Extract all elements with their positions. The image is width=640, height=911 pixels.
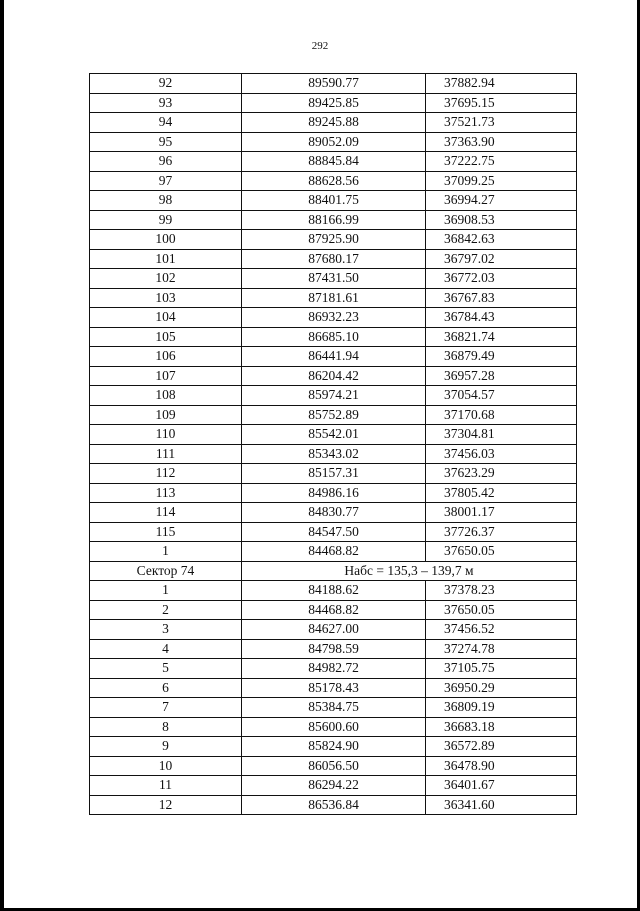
sector-header-row [90, 561, 577, 581]
point-number: 115 [90, 522, 242, 542]
table-row [90, 113, 577, 133]
y-coordinate: 37363.90 [426, 132, 577, 152]
x-coordinate: 87431.50 [242, 269, 426, 289]
point-number: 100 [90, 230, 242, 250]
point-number: 9 [90, 737, 242, 757]
table-row [90, 444, 577, 464]
table-row [90, 581, 577, 601]
x-coordinate: 89245.88 [242, 113, 426, 133]
y-coordinate: 37650.05 [426, 542, 577, 562]
x-coordinate: 84830.77 [242, 503, 426, 523]
table-row [90, 483, 577, 503]
x-coordinate: 87925.90 [242, 230, 426, 250]
x-coordinate: 87680.17 [242, 249, 426, 269]
y-coordinate: 36809.19 [426, 698, 577, 718]
y-coordinate: 37726.37 [426, 522, 577, 542]
table-row [90, 386, 577, 406]
point-number: 111 [90, 444, 242, 464]
point-number: 5 [90, 659, 242, 679]
y-coordinate: 36879.49 [426, 347, 577, 367]
y-coordinate: 37456.52 [426, 620, 577, 640]
table-row [90, 132, 577, 152]
y-coordinate: 36821.74 [426, 327, 577, 347]
coordinates-table [89, 73, 577, 815]
table-row [90, 737, 577, 757]
point-number: 105 [90, 327, 242, 347]
x-coordinate: 84982.72 [242, 659, 426, 679]
y-coordinate: 37304.81 [426, 425, 577, 445]
point-number: 97 [90, 171, 242, 191]
x-coordinate: 84798.59 [242, 639, 426, 659]
point-number: 113 [90, 483, 242, 503]
x-coordinate: 86204.42 [242, 366, 426, 386]
point-number: 93 [90, 93, 242, 113]
y-coordinate: 36683.18 [426, 717, 577, 737]
y-coordinate: 36797.02 [426, 249, 577, 269]
x-coordinate: 86536.84 [242, 795, 426, 815]
point-number: 92 [90, 74, 242, 94]
y-coordinate: 37521.73 [426, 113, 577, 133]
point-number: 7 [90, 698, 242, 718]
x-coordinate: 88845.84 [242, 152, 426, 172]
sector-label: Сектор 74 [90, 561, 242, 581]
point-number: 2 [90, 600, 242, 620]
table-row [90, 249, 577, 269]
point-number: 112 [90, 464, 242, 484]
table-row [90, 522, 577, 542]
x-coordinate: 86932.23 [242, 308, 426, 328]
point-number: 114 [90, 503, 242, 523]
y-coordinate: 36478.90 [426, 756, 577, 776]
x-coordinate: 85974.21 [242, 386, 426, 406]
table-row [90, 756, 577, 776]
table-row [90, 230, 577, 250]
y-coordinate: 38001.17 [426, 503, 577, 523]
y-coordinate: 37456.03 [426, 444, 577, 464]
y-coordinate: 37222.75 [426, 152, 577, 172]
x-coordinate: 88401.75 [242, 191, 426, 211]
y-coordinate: 36572.89 [426, 737, 577, 757]
x-coordinate: 86056.50 [242, 756, 426, 776]
y-coordinate: 36767.83 [426, 288, 577, 308]
y-coordinate: 36772.03 [426, 269, 577, 289]
table-row [90, 327, 577, 347]
table-row [90, 698, 577, 718]
x-coordinate: 89590.77 [242, 74, 426, 94]
point-number: 12 [90, 795, 242, 815]
y-coordinate: 37650.05 [426, 600, 577, 620]
coordinates-rows-part2 [90, 581, 577, 815]
y-coordinate: 37054.57 [426, 386, 577, 406]
table-row [90, 600, 577, 620]
table-row [90, 503, 577, 523]
y-coordinate: 36994.27 [426, 191, 577, 211]
table-row [90, 717, 577, 737]
y-coordinate: 36784.43 [426, 308, 577, 328]
point-number: 106 [90, 347, 242, 367]
point-number: 94 [90, 113, 242, 133]
point-number: 4 [90, 639, 242, 659]
x-coordinate: 85384.75 [242, 698, 426, 718]
table-row [90, 93, 577, 113]
x-coordinate: 85752.89 [242, 405, 426, 425]
point-number: 109 [90, 405, 242, 425]
x-coordinate: 85600.60 [242, 717, 426, 737]
table-row [90, 74, 577, 94]
y-coordinate: 37170.68 [426, 405, 577, 425]
table-row [90, 152, 577, 172]
x-coordinate: 88166.99 [242, 210, 426, 230]
y-coordinate: 36950.29 [426, 678, 577, 698]
point-number: 11 [90, 776, 242, 796]
table-row [90, 795, 577, 815]
x-coordinate: 84986.16 [242, 483, 426, 503]
x-coordinate: 85343.02 [242, 444, 426, 464]
x-coordinate: 84188.62 [242, 581, 426, 601]
x-coordinate: 84468.82 [242, 542, 426, 562]
y-coordinate: 36341.60 [426, 795, 577, 815]
y-coordinate: 37805.42 [426, 483, 577, 503]
x-coordinate: 86441.94 [242, 347, 426, 367]
scan-border-left [0, 0, 4, 911]
point-number: 101 [90, 249, 242, 269]
x-coordinate: 84547.50 [242, 522, 426, 542]
table-row [90, 425, 577, 445]
y-coordinate: 37695.15 [426, 93, 577, 113]
sector-height-range: Набс = 135,3 – 139,7 м [242, 561, 577, 581]
coordinates-rows-part1 [90, 74, 577, 562]
table-row [90, 347, 577, 367]
table-row [90, 210, 577, 230]
y-coordinate: 37882.94 [426, 74, 577, 94]
y-coordinate: 36401.67 [426, 776, 577, 796]
y-coordinate: 37378.23 [426, 581, 577, 601]
x-coordinate: 85157.31 [242, 464, 426, 484]
table-row [90, 542, 577, 562]
x-coordinate: 84468.82 [242, 600, 426, 620]
table-row [90, 659, 577, 679]
table-row [90, 405, 577, 425]
point-number: 8 [90, 717, 242, 737]
point-number: 98 [90, 191, 242, 211]
point-number: 1 [90, 581, 242, 601]
x-coordinate: 89052.09 [242, 132, 426, 152]
x-coordinate: 87181.61 [242, 288, 426, 308]
point-number: 96 [90, 152, 242, 172]
table-row [90, 620, 577, 640]
point-number: 108 [90, 386, 242, 406]
point-number: 102 [90, 269, 242, 289]
y-coordinate: 37623.29 [426, 464, 577, 484]
x-coordinate: 89425.85 [242, 93, 426, 113]
x-coordinate: 86294.22 [242, 776, 426, 796]
point-number: 110 [90, 425, 242, 445]
x-coordinate: 86685.10 [242, 327, 426, 347]
point-number: 10 [90, 756, 242, 776]
table-row [90, 639, 577, 659]
table-row [90, 308, 577, 328]
point-number: 99 [90, 210, 242, 230]
point-number: 104 [90, 308, 242, 328]
table-row [90, 464, 577, 484]
y-coordinate: 37105.75 [426, 659, 577, 679]
point-number: 103 [90, 288, 242, 308]
y-coordinate: 36908.53 [426, 210, 577, 230]
x-coordinate: 85824.90 [242, 737, 426, 757]
y-coordinate: 37099.25 [426, 171, 577, 191]
table-row [90, 288, 577, 308]
x-coordinate: 88628.56 [242, 171, 426, 191]
x-coordinate: 85178.43 [242, 678, 426, 698]
table-row [90, 366, 577, 386]
x-coordinate: 85542.01 [242, 425, 426, 445]
y-coordinate: 37274.78 [426, 639, 577, 659]
y-coordinate: 36957.28 [426, 366, 577, 386]
point-number: 1 [90, 542, 242, 562]
point-number: 6 [90, 678, 242, 698]
point-number: 95 [90, 132, 242, 152]
table-row [90, 269, 577, 289]
table-row [90, 191, 577, 211]
x-coordinate: 84627.00 [242, 620, 426, 640]
table-row [90, 678, 577, 698]
table-row [90, 171, 577, 191]
y-coordinate: 36842.63 [426, 230, 577, 250]
table-row [90, 561, 577, 581]
page-number: 292 [311, 40, 329, 52]
table-row [90, 776, 577, 796]
point-number: 107 [90, 366, 242, 386]
point-number: 3 [90, 620, 242, 640]
